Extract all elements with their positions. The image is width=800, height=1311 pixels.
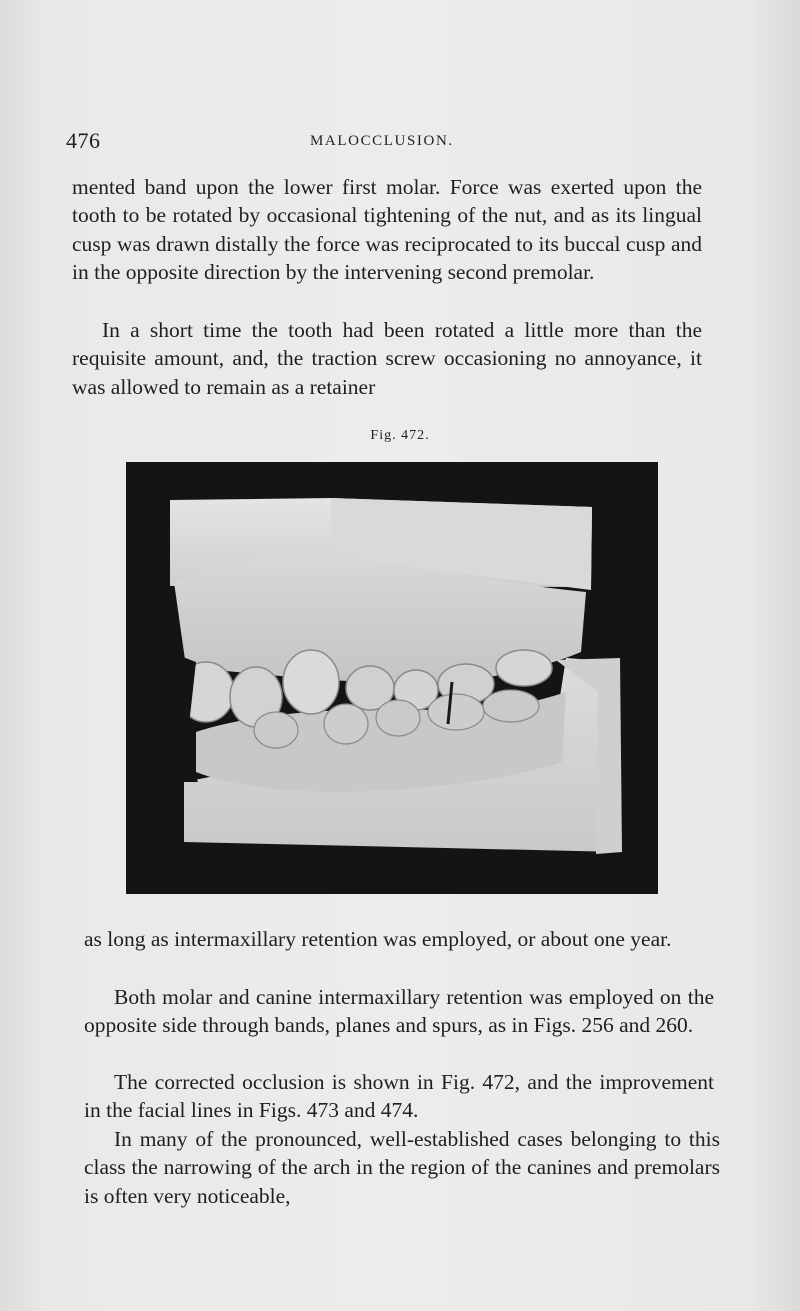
paragraph-6: In many of the pronounced, well-established cases belonging to this class the narrowing of the arch in the region of the canines and premolars is often very noticeable, [84,1127,720,1208]
running-head: MALOCCLUSION. [310,133,454,149]
paragraph-1: mented band upon the lower first molar. Force was exerted upon the tooth to be rotated by occasional tightening of the nut, and as its lingual cusp was drawn distally the force was reciprocated to its buccal cusp and in the opposite direction by the intervening second premolar. [72,175,702,285]
paragraph-5: The corrected occlusion is shown in Fig. 472, and the improvement in the facial lines in Figs. 473 and 474. [84,1070,714,1123]
paragraph-3: as long as intermaxillary retention was employed, or about one year. [84,927,672,951]
figure-photo-dental-cast [126,462,658,894]
dental-cast-illustration [126,462,658,894]
figure-label: Fig. 472. [370,428,430,443]
page-number: 476 [66,128,101,153]
page-header [66,128,706,158]
paragraph-4: Both molar and canine intermaxillary retention was employed on the opposite side through bands, planes and spurs, as in Figs. 256 and 260. [84,985,714,1038]
paragraph-2: In a short time the tooth had been rotated a little more than the requisite amount, and, the traction screw occasioning no annoyance, it was allowed to remain as a retainer [72,318,702,399]
